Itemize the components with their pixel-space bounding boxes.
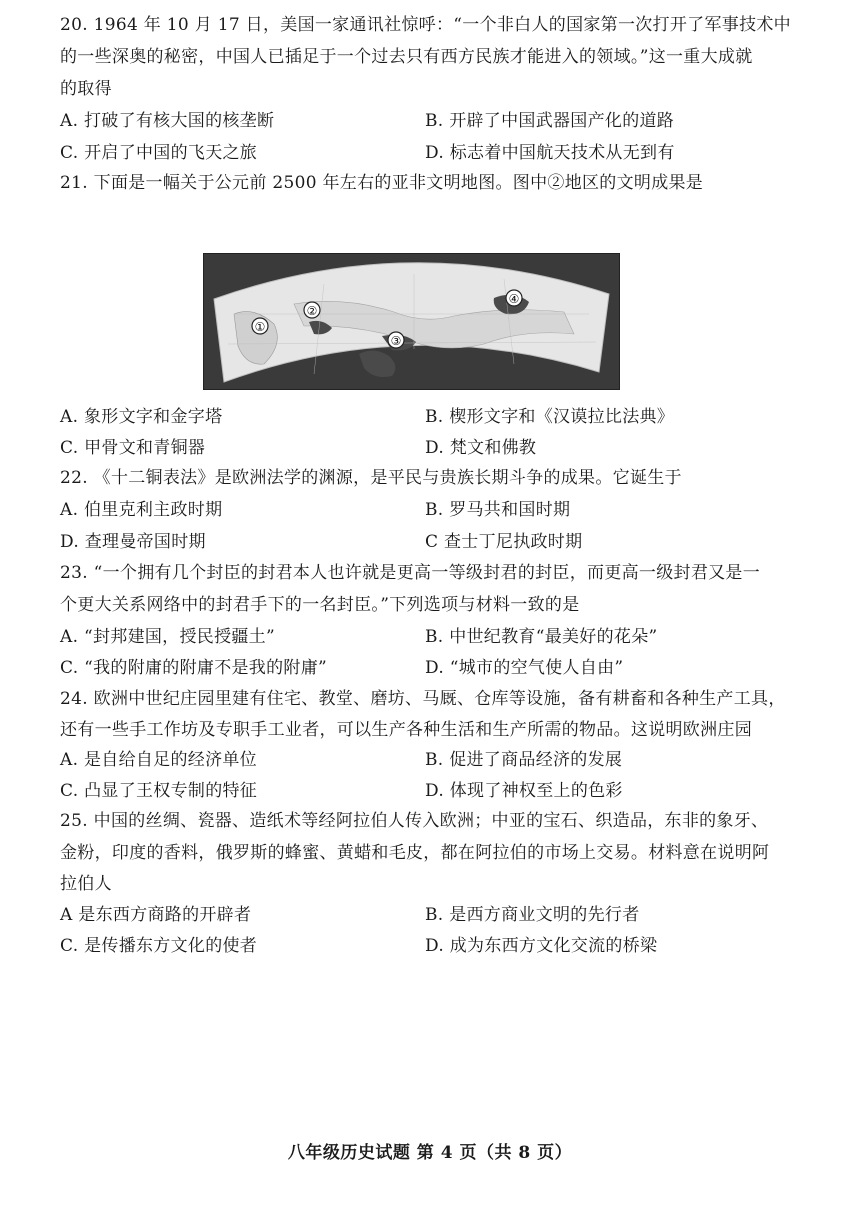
q22-option-b: B. 罗马共和国时期 xyxy=(425,500,571,520)
map-graphic xyxy=(204,254,619,389)
map-marker-3: ③ xyxy=(390,334,402,348)
q23-option-c: C. “我的附庸的附庸不是我的附庸” xyxy=(60,658,327,678)
q24-option-a: A. 是自给自足的经济单位 xyxy=(60,750,257,770)
page-footer: 八年级历史试题 第 4 页（共 8 页） xyxy=(287,1143,573,1163)
map-marker-1: ① xyxy=(254,320,266,334)
q23-option-d: D. “城市的空气使人自由” xyxy=(425,658,624,678)
q24-option-b: B. 促进了商品经济的发展 xyxy=(425,750,623,770)
q23-option-a: A. “封邦建国，授民授疆土” xyxy=(60,627,275,647)
q20-option-a: A. 打破了有核大国的核垄断 xyxy=(60,111,275,131)
q23-option-b: B. 中世纪教育“最美好的花朵” xyxy=(425,627,658,647)
q25-stem-line2: 金粉，印度的香料，俄罗斯的蜂蜜、黄蜡和毛皮，都在阿拉伯的市场上交易。材料意在说明阿 xyxy=(60,843,770,863)
q25-stem-line1: 25. 中国的丝绸、瓷器、造纸术等经阿拉伯人传入欧洲；中亚的宝石、织造品，东非的象牙、 xyxy=(60,811,769,831)
q25-option-d: D. 成为东西方文化交流的桥梁 xyxy=(425,936,658,956)
q25-option-c: C. 是传播东方文化的使者 xyxy=(60,936,258,956)
q25-option-a: A 是东西方商路的开辟者 xyxy=(60,905,252,925)
q22-option-d: D. 查理曼帝国时期 xyxy=(60,532,206,552)
q24-stem-line1: 24. 欧洲中世纪庄园里建有住宅、教堂、磨坊、马厩、仓库等设施，备有耕畜和各种生产工具， xyxy=(60,689,786,709)
q21-option-b: B. 楔形文字和《汉谟拉比法典》 xyxy=(425,407,675,427)
q21-option-a: A. 象形文字和金字塔 xyxy=(60,407,223,427)
q23-stem-line1: 23. “一个拥有几个封臣的封君本人也许就是更高一等级封君的封臣，而更高一级封君又是一 xyxy=(60,563,761,583)
q22-stem-line1: 22. 《十二铜表法》是欧洲法学的渊源，是平民与贵族长期斗争的成果。它诞生于 xyxy=(60,468,682,488)
q21-stem-line1: 21. 下面是一幅关于公元前 2500 年左右的亚非文明地图。图中②地区的文明成果是 xyxy=(60,173,704,193)
q20-option-b: B. 开辟了中国武器国产化的道路 xyxy=(425,111,675,131)
q20-option-c: C. 开启了中国的飞天之旅 xyxy=(60,143,258,163)
asia-africa-civilization-map xyxy=(203,253,620,390)
q20-option-d: D. 标志着中国航天技术从无到有 xyxy=(425,143,675,163)
q21-option-d: D. 梵文和佛教 xyxy=(425,438,537,458)
q20-stem-line1: 20. 1964 年 10 月 17 日，美国一家通讯社惊呼：“一个非白人的国家第一次打开了军事技术中 xyxy=(60,15,791,35)
q24-option-d: D. 体现了神权至上的色彩 xyxy=(425,781,623,801)
q21-option-c: C. 甲骨文和青铜器 xyxy=(60,438,206,458)
q24-option-c: C. 凸显了王权专制的特征 xyxy=(60,781,258,801)
q23-stem-line2: 个更大关系网络中的封君手下的一名封臣。”下列选项与材料一致的是 xyxy=(60,595,580,615)
map-marker-4: ④ xyxy=(508,292,520,306)
q22-option-c: C 查士丁尼执政时期 xyxy=(425,532,583,552)
q20-stem-line3: 的取得 xyxy=(60,79,112,99)
q24-stem-line2: 还有一些手工作坊及专职手工业者，可以生产各种生活和生产所需的物品。这说明欧洲庄园 xyxy=(60,720,752,740)
q25-stem-line3: 拉伯人 xyxy=(60,874,112,894)
q25-option-b: B. 是西方商业文明的先行者 xyxy=(425,905,640,925)
q22-option-a: A. 伯里克利主政时期 xyxy=(60,500,223,520)
q20-stem-line2: 的一些深奥的秘密，中国人已插足于一个过去只有西方民族才能进入的领域。”这一重大成就 xyxy=(60,47,753,67)
map-marker-2: ② xyxy=(306,304,318,318)
